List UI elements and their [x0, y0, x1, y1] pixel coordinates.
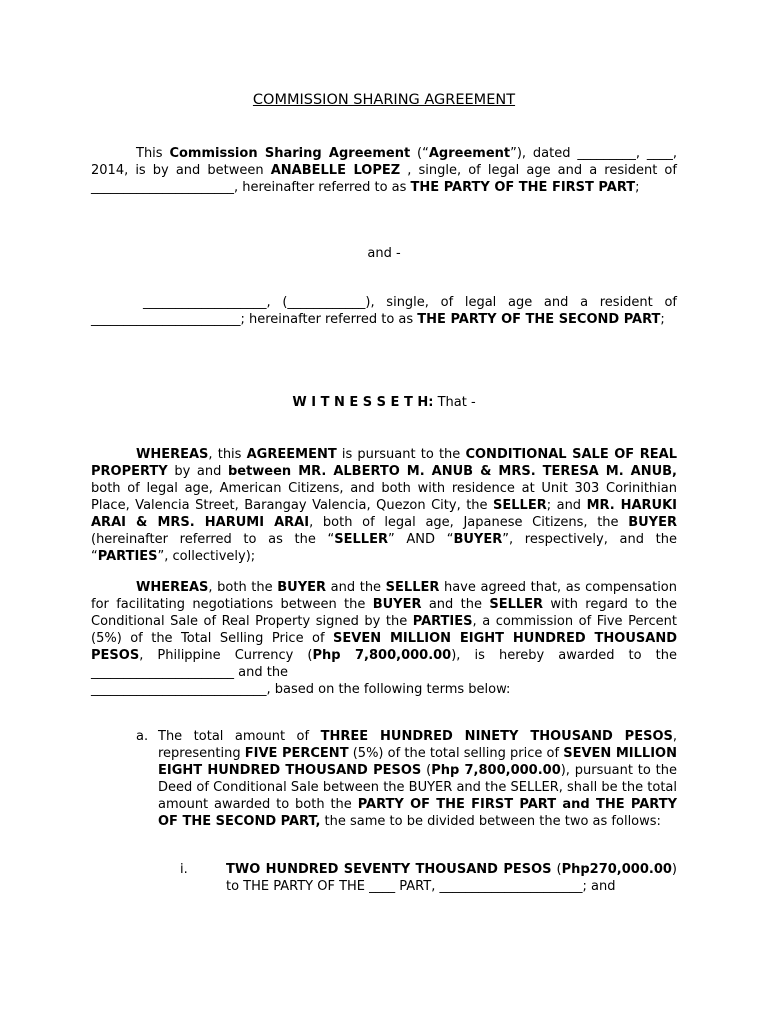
- intro-paragraph: This Commission Sharing Agreement (“Agreement”), dated _________, ____, 2014, is by and between ANABELLE LOPEZ , single, of legal age and a resident of ______________________, hereinafter referred to as THE PARTY OF THE FIRST PART;: [91, 146, 677, 195]
- and-separator: and -: [367, 246, 401, 261]
- item-i-marker: i.: [180, 862, 188, 877]
- whereas-paragraph-2: [91, 579, 677, 698]
- whereas-2-body: WHEREAS, both the BUYER and the SELLER have agreed that, as compensation for facilitating negotiations between the BUYER and the SELLER with regard to the Conditional Sale of Real Property signed by the PARTIES, a commission of Five Percent (5%) of the Total Selling Price of SEVEN MILLION EIGHT HUNDRED THOUSAND PESOS, Philippine Currency (Php 7,800,000.00), is hereby awarded to the ______________________ and the: [91, 580, 678, 680]
- item-i-paragraph: TWO HUNDRED SEVENTY THOUSAND PESOS (Php270,000.00) to THE PARTY OF THE ____ PART, ______________________; and: [226, 862, 677, 894]
- second-party-paragraph: ___________________, (____________), single, of legal age and a resident of _______________________; hereinafter referred to as THE PARTY OF THE SECOND PART;: [91, 295, 677, 327]
- item-a-marker: a.: [136, 729, 149, 744]
- witnesseth-heading: W I T N E S S E T H: That -: [292, 395, 476, 410]
- whereas-paragraph-1: WHEREAS, this AGREEMENT is pursuant to the CONDITIONAL SALE OF REAL PROPERTY by and between MR. ALBERTO M. ANUB & MRS. TERESA M. ANUB, both of legal age, American Citizens, and both with residence at Unit 303 Corinithian Place, Valencia Street, Barangay Valencia, Quezon City, the SELLER; and MR. HARUKI ARAI & MRS. HARUMI ARAI, both of legal age, Japanese Citizens, the BUYER (hereinafter referred to as the “SELLER” AND “BUYER”, respectively, and the “PARTIES”, collectively);: [91, 447, 677, 564]
- document-title: COMMISSION SHARING AGREEMENT: [252, 92, 516, 108]
- item-a-paragraph: The total amount of THREE HUNDRED NINETY THOUSAND PESOS, representing FIVE PERCENT (5%) of the total selling price of SEVEN MILLION EIGHT HUNDRED THOUSAND PESOS (Php 7,800,000.00), pursuant to the Deed of Conditional Sale between the BUYER and the SELLER, shall be the total amount awarded to both the PARTY OF THE FIRST PART and THE PARTY OF THE SECOND PART, the same to be divided between the two as follows:: [158, 729, 677, 829]
- whereas-2-last-line: ___________________________, based on the following terms below:: [91, 682, 511, 697]
